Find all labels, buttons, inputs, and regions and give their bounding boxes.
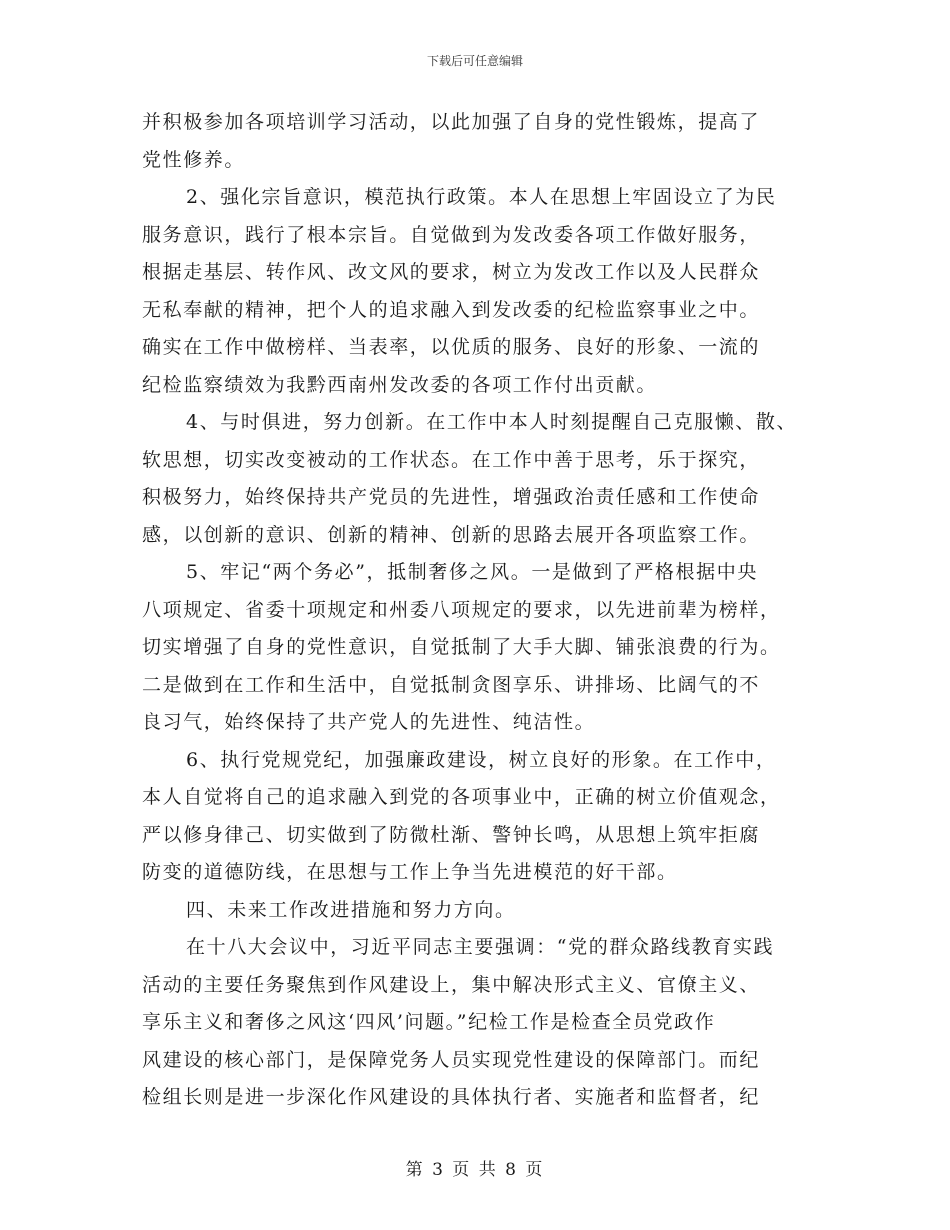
text-line: 本人自觉将自己的追求融入到党的各项事业中，正确的树立价值观念， — [142, 786, 781, 808]
text-line: 5、牢记“两个务必”，抵制奢侈之风。一是做到了严格根据中央 — [186, 561, 758, 583]
text-line: 服务意识，践行了根本宗旨。自觉做到为发改委各项工作做好服务， — [142, 223, 761, 246]
text-line: 软思想，切实改变被动的工作状态。在工作中善于思考，乐于探究， — [142, 448, 761, 471]
text-line: 4、与时俱进，努力创新。在工作中本人时刻提醒自己克服懒、散、 — [186, 411, 798, 433]
text-line: 严以修身律己、切实做到了防微杜渐、警钟长鸣，从思想上筑牢拒腐 — [142, 823, 761, 846]
text-line: 防变的道德防线，在思想与工作上争当先进模范的好干部。 — [142, 861, 678, 883]
text-line: 八项规定、省委十项规定和州委八项规定的要求，以先进前辈为榜样， — [142, 598, 781, 621]
text-line: 享乐主义和奢侈之风这‘四风’问题。”纪检工作是检查全员党政作 — [142, 1011, 716, 1033]
text-line: 检组长则是进一步深化作风建设的具体执行者、实施者和监督者，纪 — [142, 1086, 761, 1108]
text-line: 无私奉献的精神，把个人的追求融入到发改委的纪检监察事业之中。 — [142, 298, 761, 321]
page-header: 下载后可任意编辑 — [426, 54, 523, 68]
text-line: 感，以创新的意识、创新的精神、创新的思路去展开各项监察工作。 — [142, 523, 761, 546]
text-line: 并积极参加各项培训学习活动，以此加强了自身的党性锻炼，提高了 — [142, 111, 761, 133]
text-line: 党性修养。 — [142, 148, 246, 171]
text-line: 2、强化宗旨意识，模范执行政策。本人在思想上牢固设立了为民 — [186, 186, 777, 208]
text-line: 在十八大会议中，习近平同志主要强调：“党的群众路线教育实践 — [186, 936, 775, 958]
text-line: 纪检监察绩效为我黔西南州发改委的各项工作付出贡献。 — [142, 373, 658, 396]
text-line: 确实在工作中做榜样、当表率，以优质的服务、良好的形象、一流的 — [142, 336, 761, 358]
text-line: 切实增强了自身的党性意识，自觉抵制了大手大脚、铺张浪费的行为。 — [142, 636, 781, 658]
text-line: 活动的主要任务聚焦到作风建设上，集中解决形式主义、官僚主义、 — [142, 973, 761, 996]
text-line: 6、执行党规党纪，加强廉政建设，树立良好的形象。在工作中， — [186, 748, 777, 771]
text-line: 良习气，始终保持了共产党人的先进性、纯洁性。 — [142, 711, 596, 733]
text-line: 四、未来工作改进措施和努力方向。 — [186, 898, 516, 921]
text-line: 根据走基层、转作风、改文风的要求，树立为发改工作以及人民群众 — [142, 261, 761, 283]
text-line: 风建设的核心部门，是保障党务人员实现党性建设的保障部门。而纪 — [142, 1048, 761, 1071]
text-line: 二是做到在工作和生活中，自觉抵制贪图享乐、讲排场、比阔气的不 — [142, 673, 761, 696]
text-line: 积极努力，始终保持共产党员的先进性，增强政治责任感和工作使命 — [142, 486, 761, 508]
body-text — [142, 104, 832, 1117]
page-footer: 第 3 页 共 8 页 — [405, 1160, 545, 1180]
